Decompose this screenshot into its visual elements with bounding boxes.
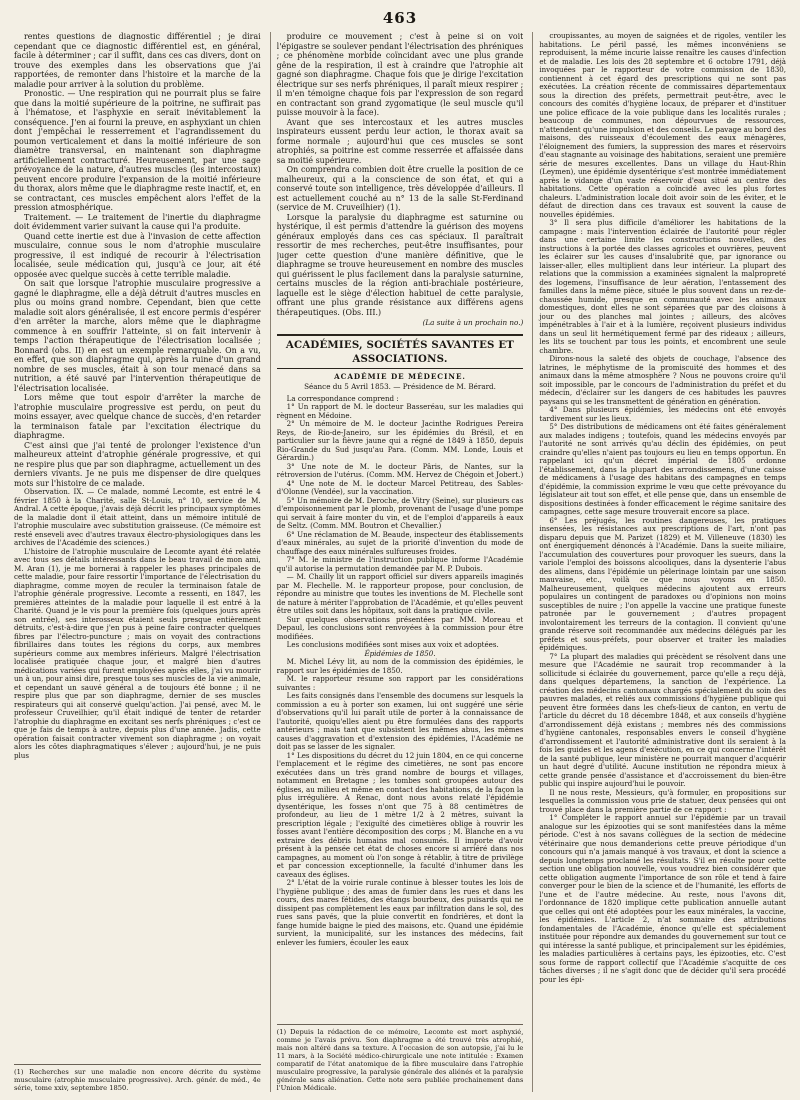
paragraph: 1° Compléter le rapport annuel sur l'épidémie par un travail analogue sur les épizooties qui se sont manifestées dans la même période. C'est à nos savans collègues de la section de médecine vétérinaire que nous demanderions cette preuve périodique d'un concours qui n'a jamais manqué à vos travaux, et dont la science a depuis longtemps proclamé les résultats. S'il en résulte pour cette section une obligation nouvelle, vous voudrez bien considérer que cette obligation augmente l'importance de son rôle et tend à faire converger pour le bien de la science et de l'humanité, les efforts de l'une et de l'autre médecine. Au reste, nous l'avons dit, l'ordonnance de 1820 implique cette publication annuelle autant que celles qui ont été adoptées pour les eaux minérales, la vaccine, les épidémies. L'article 2, n'at sommaire des attributions fondamentales de l'Académie, énonce qu'elle est spécialement instituée pour répondre aux demandes du gouvernement sur tout ce qui intéresse la santé publique, et principalement sur les épidémies, les maladies particulières à certains pays, les épizooties, etc. C'est sous forme de rapport collectif que l'Académie s'acquitte de ces tâches diverses ; il ne s'agit donc que de décider qu'il sera procédé pour les épi- <box>539 813 787 984</box>
paragraph: 4° Une note de M. le docteur Marcel Petitreau, des Sables-d'Olonne (Vendée), sur la vaccination. <box>276 478 524 496</box>
paragraph: Lors même que tout espoir d'arrêter la marche de l'atrophie musculaire progressive est perdu, on peut du moins essayer, avec quelque chance de succès, d'en retarder la terminaison fatale par l'excitation électrique du diaphragme. <box>14 393 261 440</box>
right-column <box>532 32 786 1092</box>
paragraph: 3° Une note de M. le docteur Pâris, de Nantes, sur la rétroversion de l'utérus. (Comm. MM. Hervez de Chégoin et Jobert.) <box>276 461 524 479</box>
left-column <box>14 32 261 1092</box>
paragraph: Dirons-nous la saleté des objets de couchage, l'absence des latrines, le méphytisme de la promiscuité des hommes et des animaux dans la même atmosphère ? Nous ne pouvons croire qu'il soit impossible, par le concours de l'administration du préfet et du médecin, d'éclairer sur les dangers de ces habitudes les pauvres paysans qui se les transmettent de génération en génération. <box>539 354 787 406</box>
paragraph: Les faits consignés dans l'ensemble des documens sur lesquels la commission a eu à porter son examen, lui ont suggéré une série d'observations qu'il lui paraît utile de porter à la connaissance de l'autorité, quoiqu'elles aient pu être formulées dans des rapports antérieurs ; mais tant que subsistent les mêmes abus, les mêmes causes d'aggravation et d'extension des épidémies, l'Académie ne doit pas se lasser de les signaler. <box>276 691 524 751</box>
paragraph: 2° L'état de la voirie rurale continue à blesser toutes les lois de l'hygiène publique ; des amas de fumier dans les rues et dans les cours, des mares fétides, des étangs bourbeux, des puisards qui ne dissipent pas complètement les eaux par infiltration dans le sol, des rues sans pavés, que la pluie convertit en fondrières, et dont la fange humide baigne le pied des maisons, etc. Quand une épidémie survient, la municipalité, sur les instances des médecins, fait enlever les fumiers, écouler les eaux <box>276 878 524 947</box>
paragraph: 1° Les dispositions du décret du 12 juin 1804, en ce qui concerne l'emplacement et le régime des cimetières, ne sont pas encore exécutées dans un très grand nombre de bourgs et villages, notamment en Bretagne ; les tombes sont groupées autour des églises, au milieu et même en contact des habitations, de la façon la plus irrégulière. A Renac, dont nous avons relaté l'épidémie dysentérique, les fosses n'ont que 75 à 88 centimètres de profondeur, au lieu de 1 mètre 1/2 à 2 mètres, suivant la prescription légale ; l'exiguïté des cimetières oblige à rouvrir les fosses avant l'entière décomposition des corps ; M. Blanche en a vu extraire des débris humains mal consumés. Il importe d'avoir présent à la pensée cet état de choses encore si arriéré dans nos campagnes, au moment où l'on songe à rétablir, à titre de privilège et par concession exceptionnelle, la faculté d'inhumer dans les caveaux des églises. <box>276 750 524 879</box>
paragraph: Quand cette inertie est due à l'invasion de cette affection musculaire, connue sous le nom d'atrophie musculaire progressive, il est indiqué de recourir à l'électrisation localisée, seule médication qui, jusqu'à ce jour, ait été opposée avec quelque succès à cette terrible maladie. <box>14 231 261 279</box>
paragraph: Avant que ses intercostaux et les autres muscles inspirateurs eussent perdu leur action, le thorax avait sa forme normale ; aujourd'hui que ces muscles se sont atrophiés, sa poitrine est comme resserrée et affaissée dans sa moitié supérieure. <box>276 117 524 165</box>
paragraph: Lorsque la paralysie du diaphragme est saturnine ou hystérique, il est permis d'attendre la guérison des moyens généraux employés dans ces cas spéciaux. Il paraîtrait ressortir de mes recherches, peut-être insuffisantes, pour juger cette question d'une manière définitive, que le diaphragme se trouve heureusement en nombre des muscles qui guérissent le plus facilement dans la paralysie saturnine, certains muscles de la région anti-brachiale postérieure, laquelle est le siège d'élection habituel de cette paralysie, offrant une plus grande résistance aux différens agens thérapeutiques. (Obs. III.) <box>276 212 524 317</box>
paragraph: 7° M. le ministre de l'instruction publique informe l'Académie qu'il autorise la permutation demandée par M. P. Dubois. <box>276 555 524 573</box>
middle-column-body <box>277 32 524 1046</box>
epidemics-heading: Épidémies de 1850. <box>364 648 436 658</box>
paragraph: Les conclusions modifiées sont mises aux voix et adoptées. <box>286 640 499 649</box>
paragraph: 6° Les préjugés, les routines dangereuses, les pratiques insensées, les résistances aux prescriptions de l'art, n'ont pas disparu depuis que M. Parizet (1829) et M. Villeneuve (1830) les ont énergiquement dénoncés à l'Académie. Dans la sueite miliaire, l'accumulation des couvertures pour provoquer les sueurs, dans la variole l'emploi des boissons alcooliques, dans la dysenterie l'abus des alimens, dans l'épidémie un pèlerinage lointain par une saison mauvaise, etc., voilà ce que nous voyons en 1850. Malheureusement, quelques médecins ajoutent aux erreurs populaires un contingent de paradoxes ou d'opinions non moins susceptibles de nuire ; l'on appelle la vaccine une pratique funeste patronée par le gouvernement ; d'autres propagent involontairement les terreurs de la contagion. Il convient qu'une grande réserve soit recommandée aux médecins délégués par les préfets et sous-préfets, pour observer et traiter les maladies épidémiques. <box>539 515 787 652</box>
paragraph: Il ne nous reste, Messieurs, qu'à formuler, en propositions sur lesquelles la commission vous prie de statuer, deux pensées qui ont trouvé place dans la première partie de ce rapport : <box>539 787 787 814</box>
paragraph: 3° Il sera plus difficile d'améliorer les habitations de la campagne : mais l'intervention éclairée de l'autorité pour régler dans une certaine limite les constructions nouvelles, des instructions à la portée des classes agricoles et ouvrières, peuvent les éclairer sur les causes d'insalubrité que, par ignorance ou laisser-aller, elles multiplient dans leur intérieur. La plupart des relations que la commission a examinées signalent la malpropreté des logemens, l'insuffisance de leur aération, l'entassement des familles dans la même pièce, située le plus souvent dans un rez-de-chaussée humide, presque en communauté avec les animaux domestiques, dont elles ne sont séparées que par des cloisons à jour ou des planches mal jointes ; ailleurs, des alcôves impénétrables à l'air et à la lumière, reçoivent plusieurs individus dans un seul lit hermétiquement fermé par des rideaux ; ailleurs, les lits se touchent par tous les points, et encombrent une seule chambre. <box>539 218 787 355</box>
paragraph: Observation. IX. — Ce malade, nommé Lecomte, est entré le 4 février 1850 à la Charité, salle St-Louis, n° 10, service de M. Andral. A cette époque, j'avais déjà décrit les principaux symptômes de la maladie dont il était atteint, dans un mémoire intitulé de l'atrophie musculaire avec substitution graisseuse. (Ce mémoire est resté enseveli avec d'autres travaux électro-physiologiques dans les archives de l'Académie des sciences.) <box>14 487 261 547</box>
paragraph: Pronostic. — Une respiration qui ne pourrait plus se faire que dans la moitié supérieure de la poitrine, ne suffirait pas à l'hématose, et l'asphyxie en serait inévitablement la conséquence. J'en ai fourni la preuve, en asphyxiant un chien dont j'empêchai le resserrement et l'agrandissement du poumon verticalement et dans la moitié inférieure de son diamètre transversal, en maintenant son diaphragme artificiellement contracturé. Heureusement, par une sage prévoyance de la nature, d'autres muscles (les intercostaux) peuvent encore produire l'expansion de la moitié inférieure du thorax, alors même que le diaphragme reste inactif, et, en se contractant, ces muscles empêchent alors l'effet de la pression atmosphérique. <box>14 89 261 212</box>
paragraph: produire ce mouvement ; c'est à peine si on voit l'épigastre se soulever pendant l'électrisation des phréniques ; ce phénomène morbide coïncidant avec une plus grande gêne de la respiration, il est à craindre que l'atrophie ait gagné son diaphragme. Chaque fois que je dirige l'excitation électrique sur ses nerfs phréniques, il paraît mieux respirer ; il m'en témoigne chaque fois par l'expression de son regard en contractant son grand zygomatique (le seul muscle qu'il puisse mouvoir à la face). <box>276 32 524 117</box>
to-be-continued-note: (La suite à un prochain no.) <box>422 318 524 327</box>
paragraph: Traitement. — Le traitement de l'inertie du diaphragme doit évidemment varier suivant la cause qui l'a produite. <box>14 212 261 231</box>
paragraph: croupissantes, au moyen de saignées et de rigoles, ventiler les habitations. Le péril passé, les mêmes inconvéniens se reproduisent, la même incurie laisse renaître les causes d'infection et de maladie. Les lois des 28 septembre et 6 octobre 1791, déjà invoquées par le rapporteur de votre commission de 1830, contiennent à cet égard des prescriptions qui ne sont pas exécutées. La création récente de commissaires départementaux sous la direction des préfets, permettrait peut-être, avec le concours des comités d'hygiène locaux, de préparer et d'instituer une police efficace de la voie publique dans les localités rurales ; beaucoup de communes, non dépourvues de ressources, n'attendent qu'une impulsion et des conseils. Le pavage au bord des maisons, des ruisseaux d'écoulement des eaux ménagères, l'éloignement des fumiers, la suppression des mares et réservoirs d'eau stagnante au voisinage des habitations, seraient une première série de mesures excellentes. Dans un village du Haut-Rhin (Leymen), une épidémie dysentérique s'est montrée immédiatement après le vidange d'un vaste réservoir d'eau situé au centre des habitations. Cette opération a coïncidé avec les plus fortes chaleurs. L'administration locale doit avoir soin de les éviter, et le défaut de direction dans ces travaux est souvent la cause de nouvelles épidémies. <box>539 32 787 219</box>
paragraph: La correspondance comprend : <box>286 393 399 403</box>
paragraph: M. le rapporteur résume son rapport par les considérations suivantes : <box>276 674 524 692</box>
paragraph: 5° Un mémoire de M. Deroche, de Vitry (Seine), sur plusieurs cas d'empoisonnement par le plomb, provenant de l'usage d'une pompe qui servait à faire monter du vin, et de l'emploi d'appareils à eaux de Seltz. (Comm. MM. Boutron et Chevallier.) <box>276 495 524 530</box>
paragraph: 1° Un rapport de M. le docteur Basseréau, sur les maladies qui règnent en Médoine. <box>276 402 524 420</box>
paragraph: 5° Des distributions de médicamens ont été faites généralement aux malades indigens ; toutefois, quand les médecins envoyés par l'autorité ne sont arrivés qu'au déclin des épidémies, on peut craindre qu'elles n'aient pas toujours eu lieu en temps opportun. En rappelant ici qu'un décret impérial de 1805 ordonne l'établissement, dans la plupart des arrondissemens, d'une caisse de médicamens à l'usage des habitans des campagnes en temps d'épidémie, la commission exprime le vœu que cette prévoyance du législateur ait tout son effet, et elle pense que, dans un ensemble de dispositions destinées à fonder efficacement le régime sanitaire des campagnes, cette sage mesure trouverait encore sa place. <box>539 422 787 516</box>
page-columns <box>14 32 786 1092</box>
paragraph: 6° Une réclamation de M. Beaude, inspecteur des établissements d'eaux minérales, au sujet de la priorité d'invention du mode de chauffage des eaux minérales sulfureuses froides. <box>276 529 524 556</box>
paragraph: C'est ainsi que j'ai tenté de prolonger l'existence d'un malheureux atteint d'atrophie générale progressive, et qui ne respire plus que par son diaphragme, actuellement un des derniers vivants. Je ne puis me dispenser de dire quelques mots sur l'histoire de ce malade. <box>14 440 261 488</box>
academy-heading: ACADÉMIE DE MÉDECINE. <box>334 371 466 381</box>
paragraph: 7° La plupart des maladies qui précèdent se résolvent dans une mesure que l'Académie ne saurait trop recommander à la sollicitude si éclairée du gouvernement, parce qu'elle a reçu déjà, dans quelques départemens, la sanction de l'expérience. La création des médecins cantonaux chargés spécialement du soin des pauvres malades, et reliés aux commissions d'hygiène publique qui peuvent être formées dans les chefs-lieux de canton, en vertu de l'article du décret du 18 décembre 1848, et aux conseils d'hygiène d'arrondissement déjà existans ; membres nés des commissions d'hygiène cantonales, responsables envers le conseil d'hygiène d'arrondissement et l'autorité administrative dont ils seraient à la fois les guides et les agens d'exécution, en ce qui concerne l'intérêt de la santé publique, leur ministère ne pourrait manquer d'acquérir un haut degré d'utilité. Aucune institution ne répondra mieux à cette grande pensée d'assistance et d'accroissement du bien-être public qui inspire aujourd'hui le pouvoir. <box>539 651 787 788</box>
page-number: 463 <box>382 9 418 27</box>
paragraph: 4° Dans plusieurs épidémies, les médecins ont été envoyés tardivement sur les lieux. <box>539 405 787 423</box>
paragraph: 2° Un mémoire de M. le docteur Jacinthe Rodrigues Pereira Reys, de Rio-de-Janeiro, sur les épidémies du Brésil, et en particulier sur la fièvre jaune qui a régné de 1849 à 1850, depuis Rio-Grande du Sud jusqu'au Para. (Comm. MM. Londe, Louis et Gérardin.) <box>276 419 524 462</box>
paragraph: Sur quelques observations présentées par MM. Moreau et Depaul, les conclusions sont renvoyées à la commission pour être modifiées. <box>276 614 524 641</box>
paragraph: — M. Chailly lit un rapport officiel sur divers appareils imaginés par M. Flechelle. M. le rapporteur propose, pour conclusion, de répondre au ministre que toutes les inventions de M. Flechelle sont de nature à mériter l'approbation de l'Académie, et qu'elles peuvent être utiles soit dans les hôpitaux, soit dans la pratique civile. <box>276 572 524 615</box>
paragraph: rentes questions de diagnostic différentiel ; je dirai cependant que ce diagnostic différentiel est, en général, facile à déterminer ; car il suffit, dans ces cas divers, dont on trouve des exemples dans les observations que j'ai rapportées, de remonter dans l'histoire et la marche de la maladie pour arriver à la solution du problème. <box>14 32 261 89</box>
session-line: Séance du 5 Avril 1853. — Présidence de M. Bérard. <box>304 382 496 391</box>
paragraph: On sait que lorsque l'atrophie musculaire progressive a gagné le diaphragme, elle a déjà détruit d'autres muscles en plus ou moins grand nombre. Cependant, bien que cette maladie soit alors généralisée, il est encore permis d'espérer d'en arrêter la marche, alors même que le diaphragme commence à en souffrir l'atteinte, si on fait intervenir à temps l'action thérapeutique de l'électrisation localisée ; Bonnard (obs. II) en est un exemple remarquable. On a vu, en effet, que son diaphragme qui, après la ruine d'un grand nombre de ses muscles, était à son tour menacé dans sa nutrition, a été sauvé par l'intervention thérapeutique de l'électrisation localisée. <box>14 279 261 393</box>
footnote: (1) Depuis la rédaction de ce mémoire, Lecomte est mort asphyxié, comme je l'avais prévu. Son diaphragme a été trouvé très atrophié, mais non altéré dans sa texture. A l'occasion de son autopsie, j'ai lu le 11 mars, à la Société médico-chirurgicale une note intitulée : Examen comparatif de l'état anatomique de la fibre musculaire dans l'atrophie musculaire progressive, la paralysie générale des aliénés et la paralysie générale sans aliénation. Cette note sera publiée prochainement dans l'Union Médicale. <box>277 1024 524 1092</box>
middle-column <box>270 32 524 1092</box>
footnote: (1) Recherches sur une maladie non encore décrite du système musculaire (atrophie musculaire progressive). Arch. génér. de méd., 4e série, tome xxiv, septembre 1850. <box>14 1064 261 1092</box>
paragraph: L'histoire de l'atrophie musculaire de Lecomte ayant été relatée avec tous ses détails intéressants dans le beau travail de mon ami, M. Aran (1), je me bornerai à rappeler les phases principales de cette maladie, pour faire ressortir l'importance de l'électrisation du diaphragme, comme moyen de reculer la terminaison fatale de l'atrophie générale progressive. Lecomte a ressenti, en 1847, les premières atteintes de la maladie pour laquelle il est entré à la Charité. Quand je le vis pour la première fois (quelques jours après son entrée), ses interosseux étaient seuls presque entièrement détruits, c'est-à-dire que j'en pus à peine faire contracter quelques fibres par l'électro-puncture ; mais on voyait des contractions fibrillaires dans toutes les régions du corps, aux membres supérieurs comme aux membres inférieurs. Malgré l'électrisation localisée pratiquée chaque jour, et malgré bien d'autres médications variées qui furent employées après elles, j'ai vu mourir un à un, pour ainsi dire, presque tous ses muscles de la vie animale, et cependant un sauvé général a de toujours été bonne ; il ne respire plus que par son diaphragme, dernier de ses muscles respirateurs qui ait conservé quelqu'action. J'ai pensé, avec M. le professeur Cruveilhier, qu'il était indiqué de tenter de retarder l'atrophie du diaphragme en excitant ses nerfs phréniques ; c'est ce que je fais de temps à autre, depuis plus d'une année. Jadis, cette opération faisait contracter vivement son diaphragme ; on voyait alors les côtes diaphragmatiques s'élever ; aujourd'hui, je ne puis plus <box>14 546 261 760</box>
left-column-body <box>14 32 261 1046</box>
section-heading: ACADÉMIES, SOCIÉTÉS SAVANTES ET ASSOCIATIONS. <box>277 334 524 369</box>
paragraph: M. Michel Lévy lit, au nom de la commission des épidémies, le rapport sur les épidémies de 1850. <box>276 657 524 675</box>
paragraph: On comprendra combien doit être cruelle la position de ce malheureux, qui a la conscience de son état, et qui a conservé toute son intelligence, très développée d'ailleurs. Il est actuellement couché au n° 13 de la salle St-Ferdinand (service de M. Cruveilhier) (1). <box>276 165 524 212</box>
